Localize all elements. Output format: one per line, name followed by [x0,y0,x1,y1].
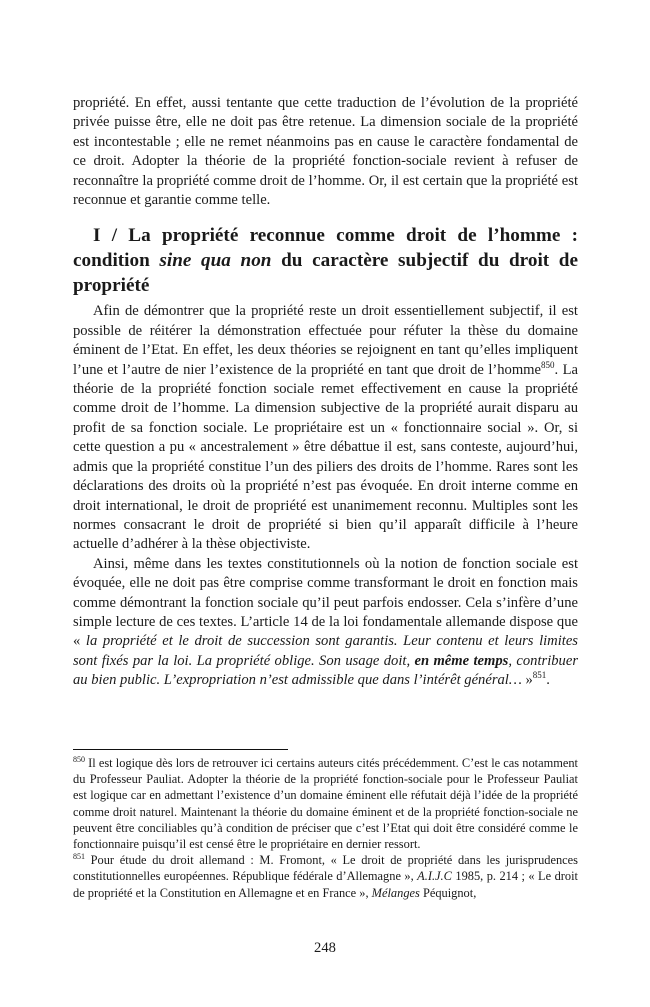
footnotes [73,755,578,901]
paragraph-1-text: Afin de démontrer que la propriété reste un droit essentiellement subjectif, il est possible de réitérer la démonstration effectuée pour réfuter la thèse du domaine éminent de l’Etat. En effet, les deux théories se rejoignent en tant qu’elles impliquent l’une et l’autre de nier l’existence de la propriété en tant que droit de l’homme [73,303,578,378]
heading-italic: sine qua non [159,250,272,272]
footnote-text: 1985, p. 214 ; « Le droit de propriété et la Constitution en Allemagne et en France », [73,869,578,900]
quote-close: » [521,672,533,689]
paragraph-2-end: . [546,672,550,689]
paragraph-1 [73,302,578,554]
footnote-851 [73,852,578,901]
quote-italic-2: , contribuer au bien public. L’expropriation n’est admissible que dans l’intérêt général… [73,652,578,689]
paragraph-2-text: Ainsi, même dans les textes constitutionnels où la notion de fonction sociale est évoquée, elle ne doit pas être comprise comme transformant le droit en fonction mais comme démontrant la fonction sociale qu’il peut parfois endosser. Cela s’infère d’une simple lecture de ces textes. L’article 14 de la loi fondamentale allemande dispose que « [73,555,578,650]
page-body [73,94,578,691]
quote-bold: en même temps [414,652,509,669]
footnote-italic: Mélanges [371,885,420,900]
heading-part2: du caractère subjectif du droit de propriété [73,250,578,297]
footnote-850 [73,755,578,852]
footnote-ref-850[interactable]: 850 [541,359,555,370]
footnote-text: Il est logique dès lors de retrouver ici certains auteurs cités précédemment. C’est le cas notamment du Professeur Pauliat. Adopter la théorie de la propriété fonction-sociale pour le Professeur Pauliat est logique car en admettant l’existence d’un domaine éminent elle réfutait déjà l’idée de la propriété comme droit naturel. Maintenant la théorie du domaine éminent et de la propriété fonction-sociale ne peuvent être conciliables qu’à condition de préciser que c’est l’Etat qui doit être considéré comme le fonctionnaire puisqu’il est censé être le propriétaire en dernier ressort. [73,756,578,852]
paragraph-1-text-cont: . La théorie de la propriété fonction sociale remet effectivement en cause la propriété comme droit de l’homme. La dimension subjective de la propriété aurait disparu au profit de sa fonction sociale. Le propriétaire est un « fonctionnaire social ». Or, si cette question a pu « ancestralement » être débattue il est, sans conteste, aujourd’hui, admis que la propriété constitue l’un des piliers des droits de l’homme. Rares sont les déclarations des droits où la propriété n’est pas évoquée. En droit interne comme en droit international, le droit de propriété est unanimement reconnu. Multiples sont les normes consacrant le droit de propriété si bien qu’il apparaît difficile à l’heure actuelle d’adhérer à la thèse objectiviste. [73,361,578,553]
paragraph-continuation: propriété. En effet, aussi tentante que cette traduction de l’évolution de la propriété privée puisse être, elle ne doit pas être retenue. La dimension sociale de la propriété est incontestable ; elle ne remet néanmoins pas en cause le caractère fondamental de ce droit. Adopter la théorie de la propriété fonction-sociale revient à refuser de reconnaître la propriété comme droit de l’homme. Or, il est certain que la propriété est reconnue et garantie comme telle. [73,95,578,209]
section-heading [73,223,578,298]
footnote-italic: A.I.J.C [417,869,452,884]
footnote-number: 851 [73,852,85,862]
footnote-text: Péquignot, [419,885,477,900]
footnote-separator [73,749,288,750]
footnote-ref-851[interactable]: 851 [532,670,547,681]
heading-part1: I / La propriété reconnue comme droit de l’homme : condition [73,225,578,272]
paragraph-2 [73,555,578,691]
footnote-number: 850 [73,755,85,764]
page-number: 248 [314,940,336,956]
footnote-text: Pour étude du droit allemand : M. Fromont, « Le droit de propriété dans les jurisprudences constitutionnelles européennes. République fédérale d’Allemagne », [73,853,578,884]
quote-italic-1: la propriété et le droit de succession sont garantis. Leur contenu et leurs limites sont fixés par la loi. La propriété oblige. Son usage doit, [73,633,578,669]
